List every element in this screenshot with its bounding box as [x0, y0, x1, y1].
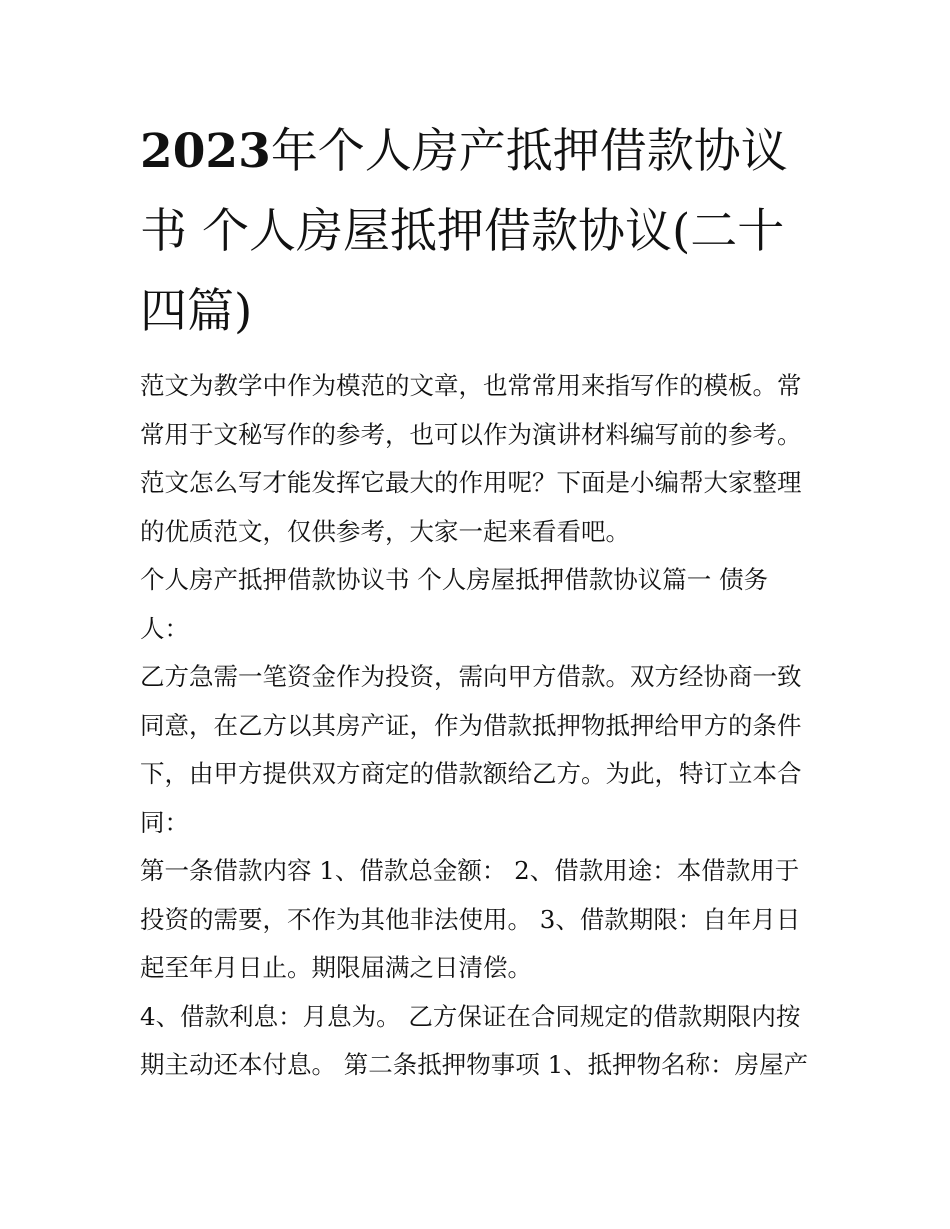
- document-page: [140, 112, 812, 1090]
- intro-paragraph: 范文为教学中作为模范的文章，也常常用来指写作的模板。常常用于文秘写作的参考，也可以作为演讲材料编写前的参考。范文怎么写才能发挥它最大的作用呢？下面是小编帮大家整理的优质范文，仅供参考，大家一起来看看吧。: [140, 371, 802, 546]
- section-heading-paragraph: 个人房产抵押借款协议书 个人房屋抵押借款协议篇一 债务人：: [140, 565, 769, 643]
- document-title: [140, 112, 812, 352]
- title-year: 2023: [140, 124, 271, 179]
- body-paragraph: 乙方急需一笔资金作为投资，需向甲方借款。双方经协商一致同意，在乙方以其房产证，作为借款抵押物抵押给甲方的条件下，由甲方提供双方商定的借款额给乙方。为此，特订立本合同：: [140, 662, 802, 837]
- loan-terms-paragraph: 第一条借款内容 1、借款总金额： 2、借款用途：本借款用于投资的需要，不作为其他非法使用。 3、借款期限：自年月日起至年月日止。期限届满之日清偿。: [140, 856, 801, 982]
- interest-paragraph: 4、借款利息：月息为。 乙方保证在合同规定的借款期限内按期主动还本付息。 第二条抵押物事项 1、抵押物名称：房屋产: [140, 1001, 809, 1079]
- title-text: 年个人房产抵押借款协议书 个人房屋抵押借款协议(二十四篇): [140, 124, 788, 339]
